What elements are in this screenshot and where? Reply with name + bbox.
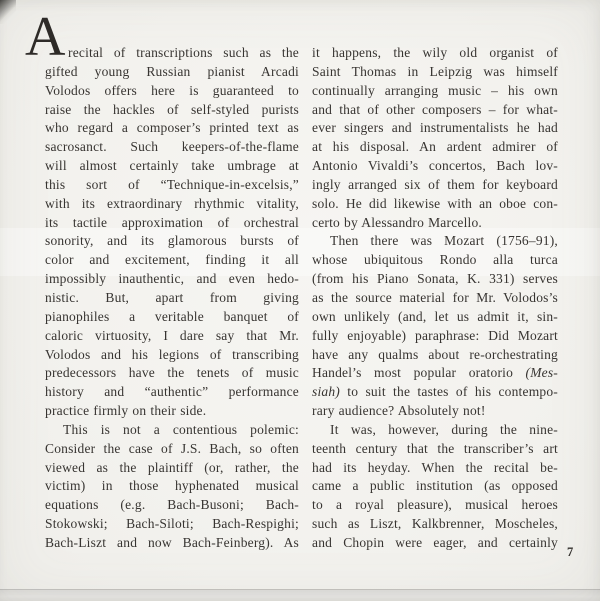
- text-line: [312, 119, 558, 138]
- text-segment: fully enjoyable) paraphrase: Did Mozart: [312, 327, 558, 343]
- text-segment: impossibly inauthentic, and even hedo-: [45, 271, 299, 287]
- text-line: [312, 346, 558, 365]
- text-segment: Saint Thomas in Leipzig was himself: [312, 63, 558, 79]
- text-line: [45, 440, 299, 459]
- text-segment: and Chopin were eager, and certainly: [312, 534, 558, 550]
- scan-bottom-edge: [0, 589, 600, 601]
- text-line: [45, 157, 299, 176]
- text-segment: and that of other composers – for what-: [312, 101, 558, 117]
- text-segment: Volodos and his legions of transcribing: [45, 346, 299, 362]
- text-line: [45, 364, 299, 383]
- text-line: [45, 421, 299, 440]
- text-line: [45, 232, 299, 251]
- text-line: [312, 138, 558, 157]
- text-line: [312, 82, 558, 101]
- text-segment: Bach-Liszt and now Bach-Feinberg). As: [45, 534, 299, 550]
- text-segment: solo. He did likewise with an oboe con-: [312, 195, 558, 211]
- text-line: [312, 251, 558, 270]
- right-column: [312, 44, 558, 553]
- text-line: [312, 157, 558, 176]
- text-segment: Volodos offers here is guaranteed to: [45, 82, 299, 98]
- text-line: [45, 515, 299, 534]
- text-segment: own unlikely (and, let us admit it, sin-: [312, 308, 558, 324]
- text-segment: history and “authentic” performance: [45, 384, 299, 400]
- text-columns: [45, 44, 558, 553]
- text-segment: sacrosanct. Such keepers-of-the-flame: [45, 139, 299, 155]
- text-segment: sonority, and its glamorous bursts of: [45, 233, 299, 249]
- text-segment: whose ubiquitous Rondo alla turca: [312, 252, 558, 268]
- text-line: [45, 534, 299, 553]
- text-line: [45, 477, 299, 496]
- text-segment: its tactile approximation of orchestral: [45, 214, 299, 230]
- text-line: [45, 214, 299, 233]
- text-segment: Antonio Vivaldi’s concertos, Bach lov-: [312, 158, 558, 174]
- text-line: [45, 459, 299, 478]
- text-segment: Stokowski; Bach-Siloti; Bach-Respighi;: [45, 516, 299, 532]
- text-segment: certo by Alessandro Marcello.: [312, 214, 482, 230]
- text-segment: (from his Piano Sonata, K. 331) serves: [312, 271, 558, 287]
- text-segment: as the source material for Mr. Volodos’s: [312, 289, 558, 305]
- text-line: [312, 195, 558, 214]
- text-line: [45, 308, 299, 327]
- text-segment: at his disposal. An ardent admirer of: [312, 139, 558, 155]
- italic-text-segment: siah): [312, 384, 340, 400]
- text-line: [45, 138, 299, 157]
- scan-corner-artifact: [0, 0, 16, 24]
- text-line: [312, 364, 558, 383]
- text-segment: it happens, the wily old organist of: [312, 45, 558, 60]
- text-line: [312, 232, 558, 251]
- text-segment: ever singers and instrumentalists he had: [312, 120, 558, 136]
- text-line: [312, 289, 558, 308]
- text-line: [45, 251, 299, 270]
- italic-text-segment: (Mes-: [525, 365, 558, 381]
- text-segment: ingly arranged six of them for keyboard: [312, 176, 558, 192]
- text-line: [45, 176, 299, 195]
- text-line: [312, 383, 558, 402]
- text-line: [45, 289, 299, 308]
- text-line: [312, 308, 558, 327]
- text-line: [45, 44, 299, 63]
- text-segment: had its heyday. When the recital be-: [312, 459, 558, 475]
- text-line: [312, 477, 558, 496]
- text-line: [312, 459, 558, 478]
- text-segment: to a royal pleasure), musical heroes: [312, 497, 558, 513]
- text-line: [312, 440, 558, 459]
- text-segment: raise the hackles of self-styled purists: [45, 101, 299, 117]
- text-line: [312, 421, 558, 440]
- text-line: [312, 44, 558, 63]
- text-line: [312, 534, 558, 553]
- text-segment: pianophiles a veritable banquet of: [45, 308, 299, 324]
- text-segment: recital of transcriptions such as the: [68, 45, 299, 60]
- text-line: [312, 327, 558, 346]
- text-segment: predecessors have the tenets of music: [45, 365, 299, 381]
- text-segment: viewed as the plaintiff (or, rather, the: [45, 459, 299, 475]
- text-line: [45, 82, 299, 101]
- text-line: [45, 195, 299, 214]
- text-segment: This is not a contentious polemic:: [63, 421, 299, 437]
- text-segment: caloric virtuosity, I dare say that Mr.: [45, 327, 299, 343]
- text-line: [312, 214, 558, 233]
- text-segment: rary audience? Absolutely not!: [312, 403, 486, 419]
- text-segment: with its extraordinary rhythmic vitality,: [45, 195, 299, 211]
- text-line: [312, 515, 558, 534]
- text-line: [312, 176, 558, 195]
- text-segment: who regard a composer’s printed text as: [45, 120, 299, 136]
- text-line: [45, 383, 299, 402]
- text-segment: teenth century that the transcriber’s art: [312, 440, 558, 456]
- text-segment: will almost certainly take umbrage at: [45, 158, 299, 174]
- text-segment: such as Liszt, Kalkbrenner, Moscheles,: [312, 516, 558, 532]
- text-segment: this sort of “Technique-in-excelsis,”: [45, 176, 299, 192]
- text-line: [312, 63, 558, 82]
- text-segment: color and excitement, finding it all: [45, 252, 299, 268]
- text-segment: practice firmly on their side.: [45, 403, 207, 419]
- text-line: [45, 63, 299, 82]
- text-segment: came a public institution (as opposed: [312, 478, 558, 494]
- text-segment: continually arranging music – his own: [312, 82, 558, 98]
- drop-cap: A: [25, 6, 66, 68]
- text-segment: Then there was Mozart (1756–91),: [330, 233, 558, 249]
- text-segment: nistic. But, apart from giving: [45, 289, 299, 305]
- text-segment: have any qualms about re-orchestrating: [312, 346, 558, 362]
- text-line: [45, 270, 299, 289]
- text-segment: equations (e.g. Bach-Busoni; Bach-: [45, 497, 299, 513]
- text-segment: Consider the case of J.S. Bach, so often: [45, 440, 299, 456]
- text-line: [45, 119, 299, 138]
- text-line: [45, 327, 299, 346]
- text-line: [312, 402, 558, 421]
- text-line: [45, 496, 299, 515]
- text-line: [312, 270, 558, 289]
- text-segment: victim) in those hyphenated musical: [45, 478, 299, 494]
- text-line: [312, 496, 558, 515]
- text-segment: Handel’s most popular oratorio: [312, 365, 526, 381]
- text-line: [45, 101, 299, 120]
- page-number: 7: [567, 545, 574, 559]
- text-segment: It was, however, during the nine-: [330, 421, 558, 437]
- text-segment: to suit the tastes of his contempo-: [340, 384, 558, 400]
- text-line: [45, 346, 299, 365]
- text-segment: gifted young Russian pianist Arcadi: [45, 63, 299, 79]
- text-line: [45, 402, 299, 421]
- left-column: [45, 44, 299, 553]
- text-line: [312, 101, 558, 120]
